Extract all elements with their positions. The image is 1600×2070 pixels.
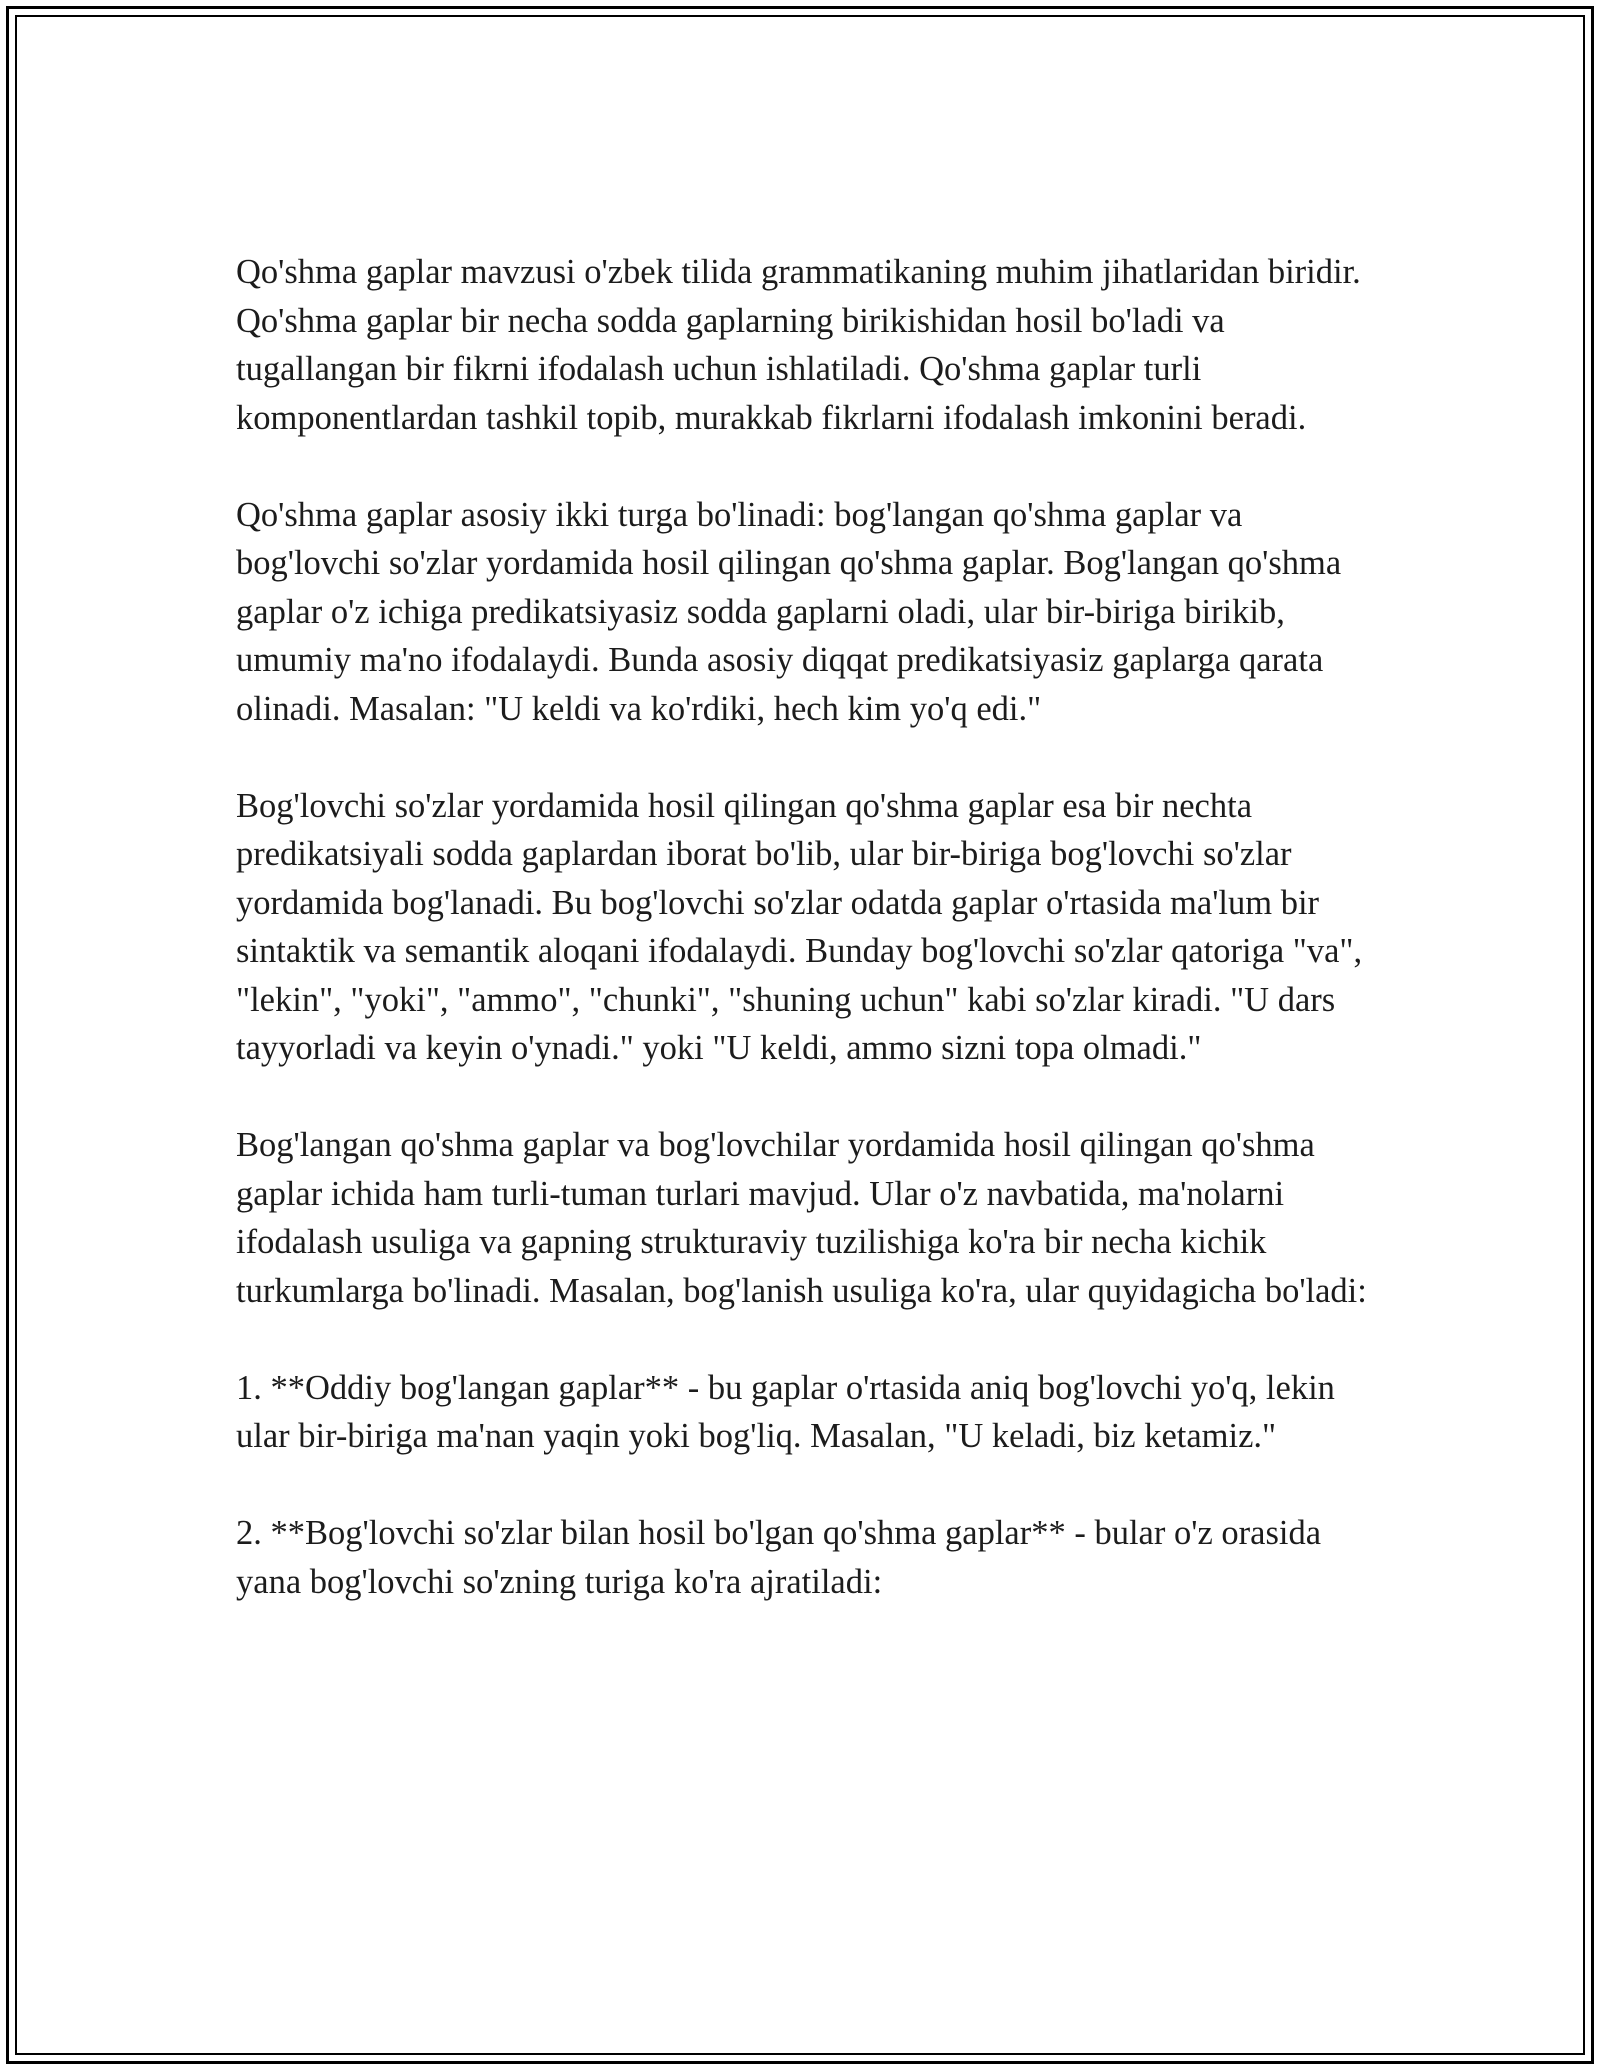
paragraph-intro: Qo'shma gaplar mavzusi o'zbek tilida grammatikaning muhim jihatlaridan biridir. Qo'shma gaplar bir necha sodda gaplarning birikishidan hosil bo'ladi va tugallangan bir fikrni ifodalash uchun ishlatiladi. Qo'shma gaplar turli komponentlardan tashkil topib, murakkab fikrlarni ifodalash imkonini beradi. [236,253,1361,437]
paragraph-two-types: Qo'shma gaplar asosiy ikki turga bo'linadi: bog'langan qo'shma gaplar va bog'lovchi so'zlar yordamida hosil qilingan qo'shma gaplar. Bog'langan qo'shma gaplar o'z ichiga predikatsiyasiz sodda gaplarni oladi, ular bir-biriga birikib, umumiy ma'no ifodalaydi. Bunda asosiy diqqat predikatsiyasiz gaplarga qarata olinadi. Masalan: "U keldi va ko'rdiki, hech kim yo'q edi." [236,495,1342,728]
document-body [236,248,1376,1655]
list-item-simple-joined: 1. **Oddiy bog'langan gaplar** - bu gaplar o'rtasida aniq bog'lovchi yo'q, lekin ular bir-biriga ma'nan yaqin yoki bog'liq. Masalan, "U keladi, biz ketamiz." [236,1368,1335,1455]
paragraph-conjunction-words: Bog'lovchi so'zlar yordamida hosil qilingan qo'shma gaplar esa bir nechta predikatsiyali sodda gaplardan iborat bo'lib, ular bir-biriga bog'lovchi so'zlar yordamida bog'lanadi. Bu bog'lovchi so'zlar odatda gaplar o'rtasida ma'lum bir sintaktik va semantik aloqani ifodalaydi. Bunday bog'lovchi so'zlar qatoriga "va", "lekin", "yoki", "ammo", "chunki", "shuning uchun" kabi so'zlar kiradi. "U dars tayyorladi va keyin o'ynadi." yoki "U keldi, ammo sizni topa olmadi." [236,786,1363,1067]
list-item-conjunction-formed: 2. **Bog'lovchi so'zlar bilan hosil bo'lgan qo'shma gaplar** - bular o'z orasida yana bog'lovchi so'zning turiga ko'ra ajratiladi: [236,1514,1322,1601]
paragraph-subtypes: Bog'langan qo'shma gaplar va bog'lovchilar yordamida hosil qilingan qo'shma gaplar ichida ham turli-tuman turlari mavjud. Ular o'z navbatida, ma'nolarni ifodalash usuliga va gapning strukturaviy tuzilishiga ko'ra bir necha kichik turkumlarga bo'linadi. Masalan, bog'lanish usuliga ko'ra, ular quyidagicha bo'ladi: [236,1126,1367,1310]
